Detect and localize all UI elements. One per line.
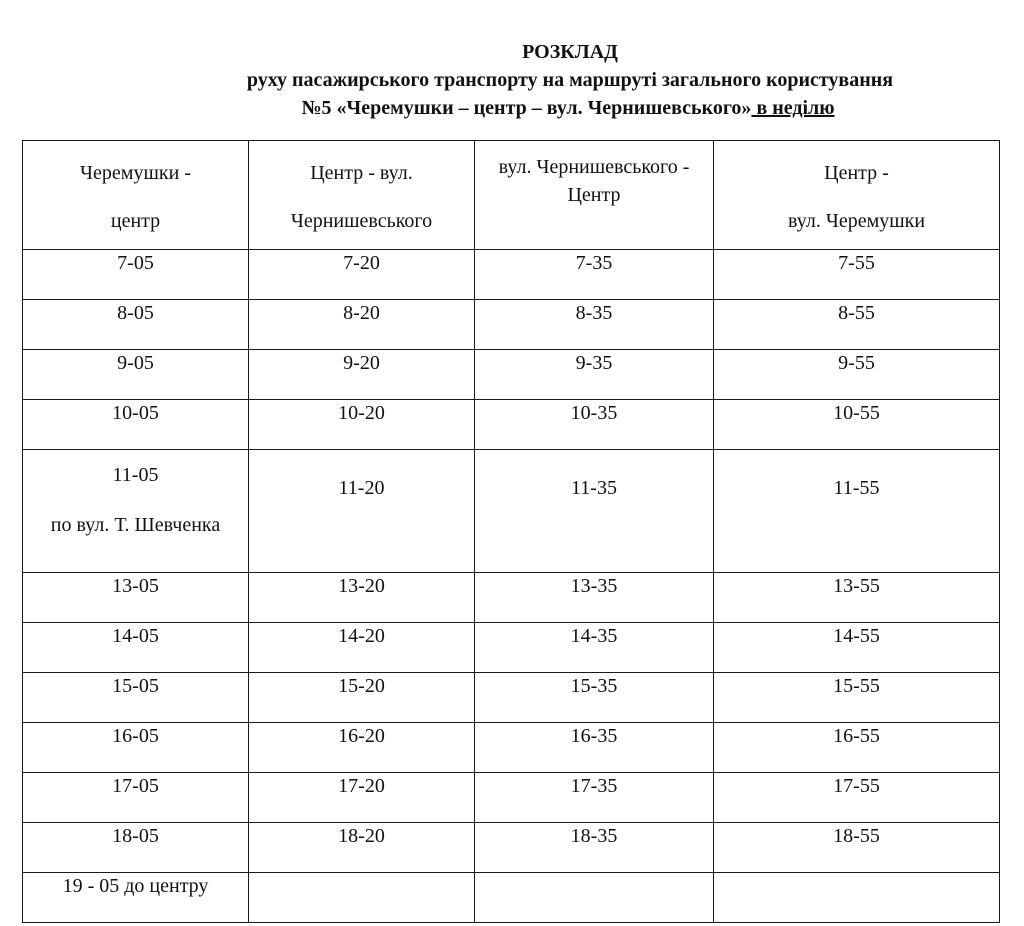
time-cell: 8-35	[475, 300, 714, 350]
time-cell: 14-20	[249, 623, 475, 673]
time-cell: 10-20	[249, 400, 475, 450]
time-cell: 11-20	[249, 450, 475, 573]
time-cell: 11-35	[475, 450, 714, 573]
table-row	[23, 573, 1000, 623]
time-cell: 10-05	[23, 400, 249, 450]
time-cell: 7-35	[475, 250, 714, 300]
time-cell: 7-05	[23, 250, 249, 300]
time-cell: 13-20	[249, 573, 475, 623]
column-header-center-chernyshevskoho	[249, 141, 475, 250]
time-cell: 18-55	[714, 823, 1000, 873]
header-line: Чернишевського	[290, 210, 433, 232]
table-row	[23, 723, 1000, 773]
time-cell: 8-55	[714, 300, 1000, 350]
time-cell: 11-55	[714, 450, 1000, 573]
time-cell: 7-55	[714, 250, 1000, 300]
table-row	[23, 673, 1000, 723]
empty-cell	[249, 873, 475, 923]
time-cell: 16-55	[714, 723, 1000, 773]
column-header-cheremushky-center	[23, 141, 249, 250]
time-cell: 18-05	[23, 823, 249, 873]
time-cell: 9-05	[23, 350, 249, 400]
time-cell: 10-35	[475, 400, 714, 450]
time-cell: 16-05	[23, 723, 249, 773]
time-cell: 13-55	[714, 573, 1000, 623]
time-cell: 10-55	[714, 400, 1000, 450]
time-value: 11-05	[112, 464, 159, 486]
document-subtitle: руху пасажирського транспорту на маршруті загального користування	[246, 69, 894, 91]
table-row	[23, 873, 1000, 923]
document-heading	[0, 38, 1024, 122]
time-cell: 9-35	[475, 350, 714, 400]
time-cell: 13-35	[475, 573, 714, 623]
time-cell: 15-05	[23, 673, 249, 723]
time-cell: 15-20	[249, 673, 475, 723]
header-line: Центр	[567, 184, 621, 206]
time-cell: 16-35	[475, 723, 714, 773]
table-row	[23, 623, 1000, 673]
header-line: вул. Чернишевського -	[498, 156, 690, 178]
time-cell: 19 - 05 до центру	[23, 873, 249, 923]
time-cell: 18-20	[249, 823, 475, 873]
table-row	[23, 823, 1000, 873]
time-cell: 15-35	[475, 673, 714, 723]
time-cell: 17-35	[475, 773, 714, 823]
time-cell: 9-55	[714, 350, 1000, 400]
time-cell: 17-05	[23, 773, 249, 823]
header-line: вул. Черемушки	[787, 210, 926, 232]
time-cell: 14-05	[23, 623, 249, 673]
header-line: Центр -	[824, 162, 889, 184]
column-header-center-cheremushky	[714, 141, 1000, 250]
time-cell: 15-55	[714, 673, 1000, 723]
schedule-day: в неділю	[751, 97, 835, 119]
table-row	[23, 300, 1000, 350]
empty-cell	[475, 873, 714, 923]
table-row	[23, 400, 1000, 450]
time-cell: 9-20	[249, 350, 475, 400]
time-cell: 14-35	[475, 623, 714, 673]
time-cell: 8-05	[23, 300, 249, 350]
table-row	[23, 450, 1000, 573]
schedule-table	[22, 140, 1000, 923]
time-cell	[23, 450, 249, 573]
time-cell: 17-55	[714, 773, 1000, 823]
document-title: РОЗКЛАД	[522, 41, 618, 63]
time-cell: 16-20	[249, 723, 475, 773]
time-cell: 7-20	[249, 250, 475, 300]
time-cell: 8-20	[249, 300, 475, 350]
table-row	[23, 773, 1000, 823]
header-line: Черемушки -	[80, 162, 191, 184]
time-cell: 17-20	[249, 773, 475, 823]
route-title	[112, 94, 1024, 122]
header-line: центр	[110, 210, 161, 232]
time-cell: 14-55	[714, 623, 1000, 673]
header-row	[23, 141, 1000, 250]
route-name: №5 «Черемушки – центр – вул. Чернишевського»	[301, 97, 752, 119]
table-row	[23, 350, 1000, 400]
time-cell: 13-05	[23, 573, 249, 623]
empty-cell	[714, 873, 1000, 923]
route-note: по вул. Т. Шевченка	[50, 514, 221, 536]
time-cell: 18-35	[475, 823, 714, 873]
column-header-chernyshevskoho-center	[475, 141, 714, 250]
table-row	[23, 250, 1000, 300]
header-line: Центр - вул.	[310, 162, 413, 184]
